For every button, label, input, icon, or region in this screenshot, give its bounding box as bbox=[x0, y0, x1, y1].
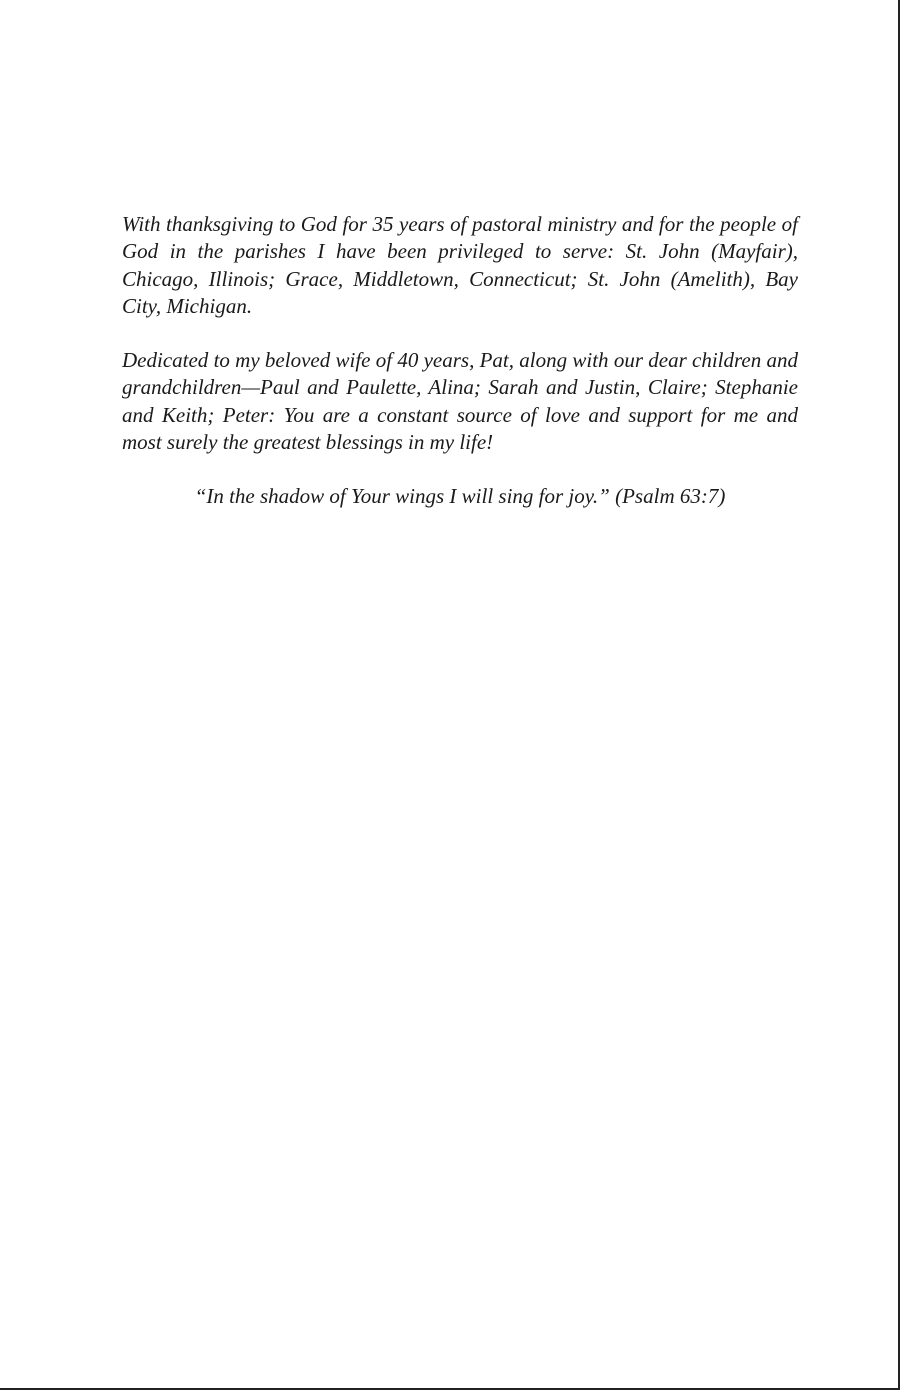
family-dedication-paragraph: Dedicated to my beloved wife of 40 years, Pat, along with our dear children and grandchildren—Paul and Paulette, Alina; Sarah and Justin, Claire; Stephanie and Keith; Peter: You are a constant source of love and support for me and most surely the greatest blessings in my life! bbox=[122, 348, 798, 455]
thanksgiving-paragraph: With thanksgiving to God for 35 years of pastoral ministry and for the people of God in the parishes I have been privileged to serve: St. John (Mayfair), Chicago, Illinois; Grace, Middletown, Connecticut; St. John (Amelith), Bay City, Michigan. bbox=[122, 212, 798, 318]
dedication-block bbox=[122, 211, 798, 511]
psalm-epigraph: “In the shadow of Your wings I will sing for joy.” (Psalm 63:7) bbox=[194, 484, 726, 509]
